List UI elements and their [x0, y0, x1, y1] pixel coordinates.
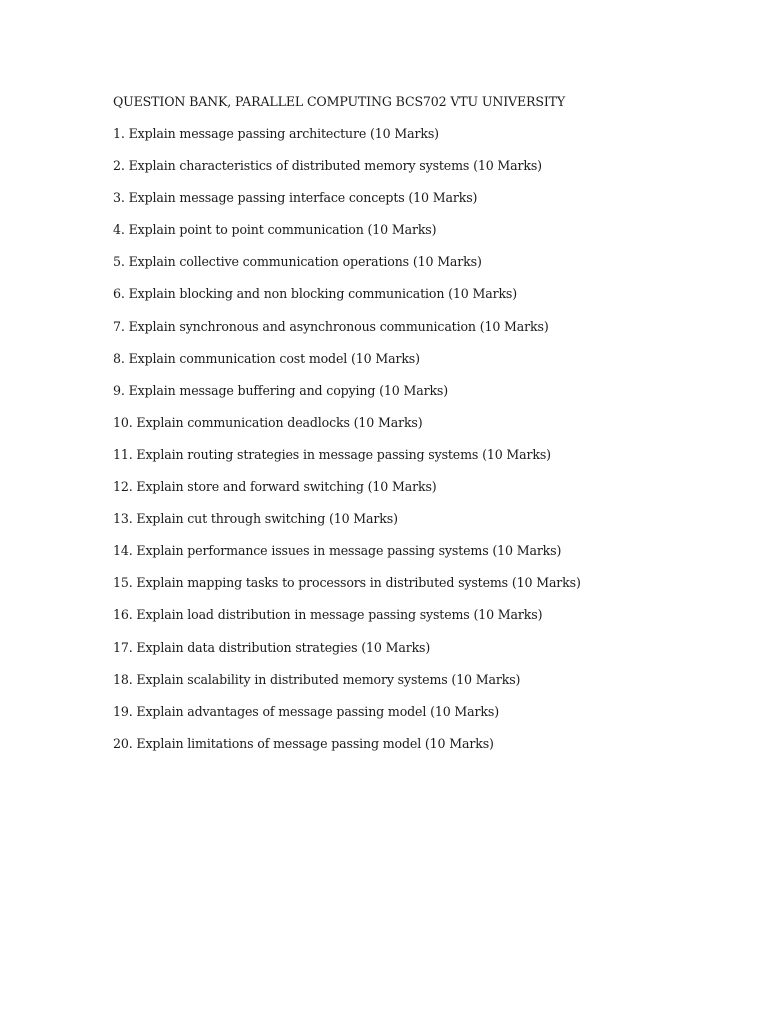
question-item: 16. Explain load distribution in message passing systems (10 Marks) — [113, 607, 543, 623]
question-item: 1. Explain message passing architecture (10 Marks) — [113, 126, 439, 141]
question-item: 14. Explain performance issues in message passing systems (10 Marks) — [113, 543, 562, 559]
question-item: 4. Explain point to point communication (10 Marks) — [113, 222, 437, 238]
question-item: 19. Explain advantages of message passing model (10 Marks) — [113, 703, 499, 719]
question-item: 6. Explain blocking and non blocking communication (10 Marks) — [113, 286, 518, 302]
question-item: 2. Explain characteristics of distributed memory systems (10 Marks) — [113, 158, 542, 174]
document-body — [113, 93, 733, 767]
question-item: 13. Explain cut through switching (10 Marks) — [113, 511, 398, 527]
question-item: 20. Explain limitations of message passing model (10 Marks) — [113, 735, 494, 751]
question-item: 3. Explain message passing interface concepts (10 Marks) — [113, 190, 478, 206]
document-title: QUESTION BANK, PARALLEL COMPUTING BCS702 VTU UNIVERSITY — [113, 94, 566, 109]
question-item: 5. Explain collective communication operations (10 Marks) — [113, 254, 482, 270]
question-item: 12. Explain store and forward switching (10 Marks) — [113, 479, 437, 495]
question-item: 15. Explain mapping tasks to processors in distributed systems (10 Marks) — [113, 575, 581, 591]
question-item: 11. Explain routing strategies in message passing systems (10 Marks) — [113, 446, 551, 462]
question-item: 10. Explain communication deadlocks (10 Marks) — [113, 414, 423, 430]
question-item: 7. Explain synchronous and asynchronous communication (10 Marks) — [113, 318, 549, 334]
question-item: 9. Explain message buffering and copying (10 Marks) — [113, 382, 448, 398]
question-item: 17. Explain data distribution strategies (10 Marks) — [113, 639, 431, 655]
question-item: 8. Explain communication cost model (10 Marks) — [113, 350, 420, 366]
question-item: 18. Explain scalability in distributed memory systems (10 Marks) — [113, 671, 521, 687]
